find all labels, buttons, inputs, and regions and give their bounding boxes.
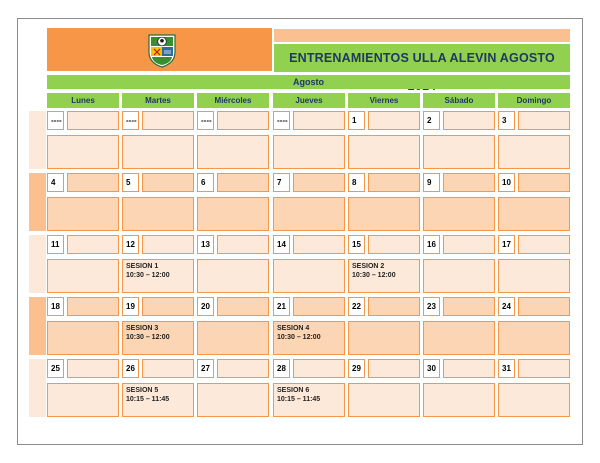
day-number: 7 — [273, 173, 290, 192]
day-note-box — [142, 173, 194, 192]
day-note-box — [217, 359, 269, 378]
day-note-box — [67, 235, 119, 254]
day-note-box — [368, 173, 420, 192]
session-box — [423, 321, 495, 355]
day-number: 5 — [122, 173, 139, 192]
title-accent-bar — [274, 29, 570, 42]
day-note-box — [368, 111, 420, 130]
day-number: 9 — [423, 173, 440, 192]
day-note-box — [518, 235, 570, 254]
day-number: 19 — [122, 297, 139, 316]
day-note-box — [368, 235, 420, 254]
day-number: 10 — [498, 173, 515, 192]
day-number: 21 — [273, 297, 290, 316]
session-box — [348, 383, 420, 417]
club-crest-icon — [145, 32, 179, 68]
session-box — [423, 197, 495, 231]
day-number: 14 — [273, 235, 290, 254]
session-box — [498, 383, 570, 417]
day-note-box — [518, 297, 570, 316]
day-note-box — [293, 359, 345, 378]
month-header: Agosto — [47, 75, 570, 89]
day-note-box — [142, 111, 194, 130]
session-box — [273, 135, 345, 169]
day-note-box — [142, 235, 194, 254]
session-box: SESION 3 10:30 – 12:00 — [122, 321, 194, 355]
day-note-box — [217, 235, 269, 254]
day-note-box — [67, 173, 119, 192]
day-number: 28 — [273, 359, 290, 378]
day-number: 12 — [122, 235, 139, 254]
day-number: 17 — [498, 235, 515, 254]
week-strip — [29, 173, 46, 231]
session-box — [122, 197, 194, 231]
day-note-box — [518, 359, 570, 378]
day-number: 13 — [197, 235, 214, 254]
day-header-1: Martes — [122, 93, 194, 108]
day-number: 23 — [423, 297, 440, 316]
day-note-box — [518, 111, 570, 130]
day-note-box — [142, 359, 194, 378]
session-box — [122, 135, 194, 169]
day-note-box — [293, 297, 345, 316]
day-note-box — [368, 359, 420, 378]
session-box: SESION 5 10:15 – 11:45 — [122, 383, 194, 417]
session-box: SESION 4 10:30 – 12:00 — [273, 321, 345, 355]
day-number: 29 — [348, 359, 365, 378]
day-note-box — [293, 173, 345, 192]
day-number: 25 — [47, 359, 64, 378]
session-box: SESION 6 10:15 – 11:45 — [273, 383, 345, 417]
day-number: 1 — [348, 111, 365, 130]
day-number: 11 — [47, 235, 64, 254]
session-box — [197, 259, 269, 293]
day-note-box — [518, 173, 570, 192]
day-note-box — [368, 297, 420, 316]
day-number: 3 — [498, 111, 515, 130]
day-number: 20 — [197, 297, 214, 316]
day-note-box — [443, 111, 495, 130]
day-note-box — [293, 111, 345, 130]
day-number: 15 — [348, 235, 365, 254]
day-note-box — [217, 173, 269, 192]
day-number: 18 — [47, 297, 64, 316]
day-number: 16 — [423, 235, 440, 254]
day-header-0: Lunes — [47, 93, 119, 108]
day-note-box — [293, 235, 345, 254]
session-box — [348, 135, 420, 169]
day-number: 26 — [122, 359, 139, 378]
week-strip — [29, 235, 46, 293]
session-box — [197, 135, 269, 169]
day-note-box — [67, 111, 119, 130]
day-header-5: Sábado — [423, 93, 495, 108]
session-box — [47, 321, 119, 355]
session-box — [47, 197, 119, 231]
session-box — [498, 321, 570, 355]
day-header-4: Viernes — [348, 93, 420, 108]
day-number: 27 — [197, 359, 214, 378]
session-box — [423, 135, 495, 169]
day-header-6: Domingo — [498, 93, 570, 108]
day-number: 4 — [47, 173, 64, 192]
day-number: 24 — [498, 297, 515, 316]
session-box — [273, 197, 345, 231]
day-number: 2 — [423, 111, 440, 130]
day-number: 6 — [197, 173, 214, 192]
day-number: ---- — [47, 111, 64, 130]
session-box — [348, 321, 420, 355]
day-number: 31 — [498, 359, 515, 378]
session-box — [273, 259, 345, 293]
session-box — [47, 259, 119, 293]
day-note-box — [443, 173, 495, 192]
day-note-box — [67, 297, 119, 316]
day-number: ---- — [273, 111, 290, 130]
day-note-box — [443, 359, 495, 378]
session-box — [498, 259, 570, 293]
day-header-3: Jueves — [273, 93, 345, 108]
day-number: ---- — [197, 111, 214, 130]
page-title: ENTRENAMIENTOS ULLA ALEVIN AGOSTO — [274, 44, 570, 72]
day-number: 30 — [423, 359, 440, 378]
session-box — [498, 135, 570, 169]
day-note-box — [443, 235, 495, 254]
session-box — [47, 135, 119, 169]
week-strip — [29, 111, 46, 169]
session-box: SESION 1 10:30 – 12:00 — [122, 259, 194, 293]
day-header-2: Miércoles — [197, 93, 269, 108]
day-note-box — [142, 297, 194, 316]
day-note-box — [443, 297, 495, 316]
session-box — [498, 197, 570, 231]
session-box — [197, 197, 269, 231]
session-box — [423, 259, 495, 293]
day-note-box — [67, 359, 119, 378]
session-box — [47, 383, 119, 417]
week-strip — [29, 359, 46, 417]
day-number: 8 — [348, 173, 365, 192]
session-box — [348, 197, 420, 231]
session-box — [197, 321, 269, 355]
session-box — [423, 383, 495, 417]
day-note-box — [217, 111, 269, 130]
week-strip — [29, 297, 46, 355]
session-box — [197, 383, 269, 417]
day-number: 22 — [348, 297, 365, 316]
session-box: SESION 2 10:30 – 12:00 — [348, 259, 420, 293]
day-number: ---- — [122, 111, 139, 130]
day-note-box — [217, 297, 269, 316]
